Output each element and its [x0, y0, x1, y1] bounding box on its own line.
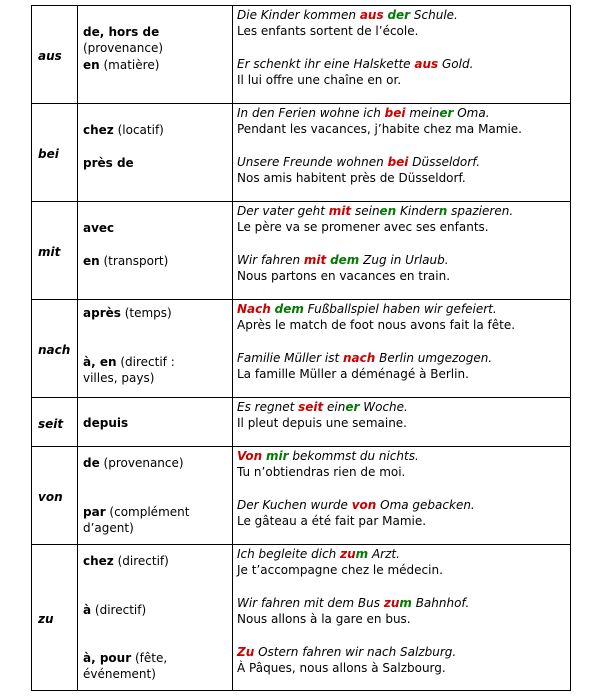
example-cell: [233, 104, 571, 202]
table-row-bei: [32, 104, 571, 202]
example-cell: [233, 6, 571, 104]
meaning-cell: [78, 300, 233, 398]
table-row-von: [32, 447, 571, 545]
german-example: Es regnet seit einer Woche.: [237, 400, 408, 414]
french-translation: Après le match de foot nous avons fait la fête.: [237, 318, 516, 333]
german-example: Der vater geht mit seinen Kindern spazieren.: [237, 204, 514, 218]
meaning-cell: [78, 6, 233, 104]
german-example: Er schenkt ihr eine Halskette aus Gold.: [237, 56, 474, 71]
example-cell: [233, 447, 571, 545]
example-cell: [233, 398, 571, 447]
meaning-note: (temps): [120, 306, 172, 320]
table-row-zu: [32, 545, 571, 691]
french-translation: Les enfants sortent de l’école.: [237, 24, 419, 39]
meaning-note: (complément: [105, 504, 190, 519]
preposition-label: von: [38, 490, 63, 504]
example-cell: [233, 300, 571, 398]
meaning-note: (matière): [99, 57, 160, 72]
meaning-note: (directif :: [116, 354, 175, 369]
german-example: Unsere Freunde wohnen bei Düsseldorf.: [237, 154, 481, 169]
meaning-note: villes, pays): [83, 371, 155, 386]
french-translation: Pendant les vacances, j’habite chez ma Mamie.: [237, 122, 522, 137]
meaning-note: (locatif): [113, 123, 164, 137]
meaning-note: (transport): [99, 253, 169, 268]
table-row-nach: [32, 300, 571, 398]
meaning-bold: de: [83, 456, 100, 470]
meaning-bold: après: [83, 306, 121, 320]
preposition-label: bei: [38, 147, 59, 161]
meaning-cell: [78, 104, 233, 202]
meaning-bold: en: [83, 57, 100, 72]
table-row-mit: [32, 202, 571, 300]
preposition-label: seit: [38, 416, 64, 431]
meaning-bold: depuis: [83, 415, 129, 430]
meaning-note: (fête,: [131, 651, 168, 666]
meaning-bold: à, pour: [83, 651, 132, 666]
meaning-note: d’agent): [83, 520, 134, 535]
preposition-label: aus: [38, 49, 62, 63]
french-translation: Le gâteau a été fait par Mamie.: [237, 514, 427, 529]
preposition-label: zu: [38, 612, 54, 626]
meaning-note: événement): [83, 667, 156, 682]
german-example: Der Kuchen wurde von Oma gebacken.: [237, 497, 475, 512]
preposition-cell: [32, 202, 78, 300]
meaning-bold: à: [83, 602, 92, 617]
french-translation: Nous partons en vacances en train.: [237, 269, 451, 284]
german-example: Wir fahren mit dem Zug in Urlaub.: [237, 252, 449, 267]
meaning-cell: [78, 398, 233, 447]
french-translation: Il pleut depuis une semaine.: [237, 416, 407, 431]
french-translation: À Pâques, nous allons à Salzbourg.: [237, 661, 446, 676]
german-example: Nach dem Fußballspiel haben wir gefeiert.: [237, 302, 497, 316]
german-example: Die Kinder kommen aus der Schule.: [237, 8, 458, 22]
preposition-cell: [32, 545, 78, 691]
french-translation: La famille Müller a déménagé à Berlin.: [237, 367, 469, 382]
german-example: Familie Müller ist nach Berlin umgezogen.: [237, 350, 493, 365]
meaning-bold: chez: [83, 554, 114, 568]
preposition-label: nach: [38, 343, 71, 357]
german-example: Zu Ostern fahren wir nach Salzburg.: [237, 644, 457, 659]
example-cell: [233, 202, 571, 300]
preposition-cell: [32, 104, 78, 202]
meaning-note: (directif): [91, 602, 147, 617]
meaning-bold: en: [83, 253, 100, 268]
french-translation: Je t’accompagne chez le médecin.: [237, 563, 443, 578]
preposition-label: mit: [38, 245, 61, 259]
meaning-bold: de, hors de: [83, 25, 160, 39]
preposition-cell: [32, 447, 78, 545]
german-example: Von mir bekommst du nichts.: [237, 449, 419, 463]
german-example: Ich begleite dich zum Arzt.: [237, 547, 400, 561]
meaning-bold: avec: [83, 221, 115, 235]
preposition-cell: [32, 6, 78, 104]
german-example: In den Ferien wohne ich bei meiner Oma.: [237, 106, 490, 120]
french-translation: Tu n’obtiendras rien de moi.: [237, 465, 406, 480]
meaning-cell: [78, 447, 233, 545]
preposition-cell: [32, 398, 78, 447]
meaning-note: (directif): [113, 554, 169, 568]
german-example: Wir fahren mit dem Bus zum Bahnhof.: [237, 595, 470, 610]
meaning-bold: à, en: [83, 354, 117, 369]
meaning-bold: près de: [83, 155, 134, 170]
french-translation: Nos amis habitent près de Düsseldorf.: [237, 171, 466, 186]
meaning-note: (provenance): [99, 456, 184, 470]
meaning-note: (provenance): [83, 41, 164, 56]
preposition-table: [31, 5, 571, 691]
preposition-cell: [32, 300, 78, 398]
meaning-cell: [78, 545, 233, 691]
french-translation: Nous allons à la gare en bus.: [237, 612, 411, 627]
table-row-seit: [32, 398, 571, 447]
meaning-bold: chez: [83, 123, 114, 137]
table-row-aus: [32, 6, 571, 104]
french-translation: Le père va se promener avec ses enfants.: [237, 220, 489, 235]
meaning-cell: [78, 202, 233, 300]
example-cell: [233, 545, 571, 691]
french-translation: Il lui offre une chaîne en or.: [237, 73, 402, 88]
meaning-bold: par: [83, 504, 106, 519]
